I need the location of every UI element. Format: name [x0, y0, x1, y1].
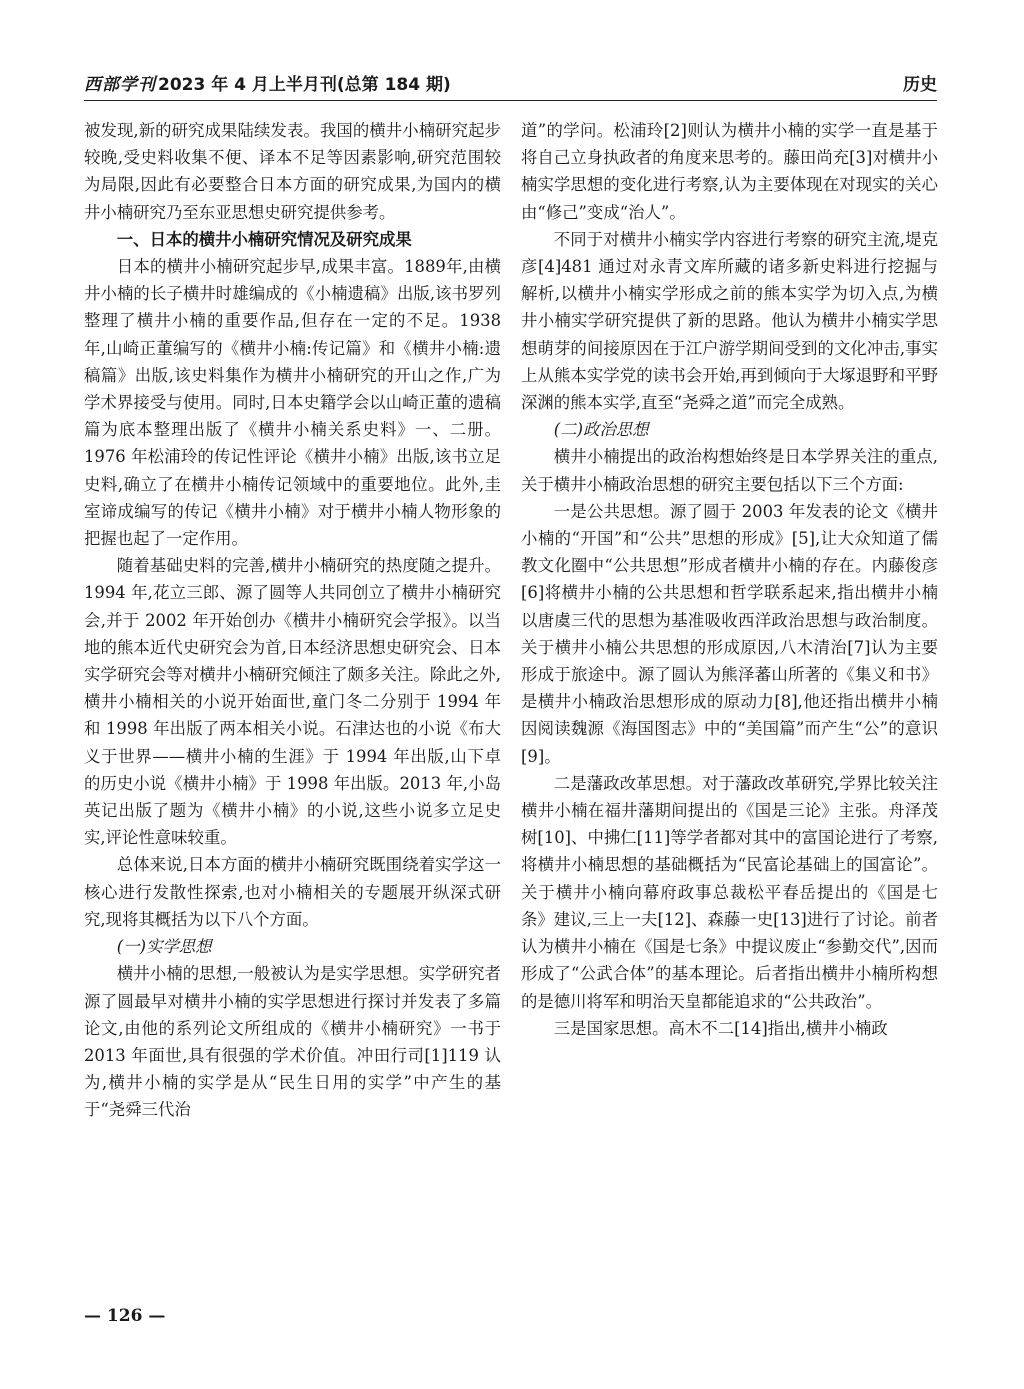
- paragraph: 日本的横井小楠研究起步早,成果丰富。1889年,由横井小楠的长子横井时雄编成的《小楠遗稿》出版,该书罗列整理了横井小楠的重要作品,但存在一定的不足。1938 年,山崎正董编写的《横井小楠:传记篇》和《横井小楠:遗稿篇》出版,该史料集作为横井小楠研究的开山之作,广为学术界接受与使用。同时,日本史籍学会以山崎正董的遗稿篇为底本整理出版了《横井小楠关系史料》一、二册。1976 年松浦玲的传记性评论《横井小楠》出版,该书立足史料,确立了在横井小楠传记领域中的重要地位。此外,圭室谛成编写的传记《横井小楠》对于横井小楠人物形象的把握也起了一定作用。: [84, 257, 501, 549]
- journal-issue-line: [84, 70, 451, 95]
- paragraph: 二是藩政改革思想。对于藩政改革研究,学界比较关注横井小楠在福井藩期间提出的《国是三论》主张。舟泽茂树[10]、中拂仁[11]等学者都对其中的富国论进行了考察,将横井小楠思想的基础概括为“民富论基础上的国富论”。关于横井小楠向幕府政事总裁松平春岳提出的《国是七条》建议,三上一夫[12]、森藤一史[13]进行了讨论。前者认为横井小楠在《国是七条》中提议废止“参勤交代”,因而形成了“公武合体”的基本理论。后者指出横井小楠所构想的是德川将军和明治天皇都能追求的“公共政治”。: [521, 773, 938, 1011]
- left-column: [84, 117, 501, 1124]
- page-header: [84, 70, 937, 101]
- paragraph: 随着基础史料的完善,横井小楠研究的热度随之提升。1994 年,花立三郎、源了圆等人共同创立了横井小楠研究会,并于 2002 年开始创办《横井小楠研究会学报》。以当地的熊本近代史研究会为首,日本经济思想史研究会、日本实学研究会等对横井小楠研究倾注了颇多关注。除此之外,横井小楠相关的小说开始面世,童门冬二分别于 1994 年和 1998 年出版了两本相关小说。石津达也的小说《布大义于世界——横井小楠的生涯》于 1994 年出版,山下卓的历史小说《横井小楠》于 1998 年出版。2013 年,小岛英记出版了题为《横井小楠》的小说,这些小说多立足史实,评论性意味较重。: [84, 556, 501, 848]
- paragraph: 一是公共思想。源了圆于 2003 年发表的论文《横井小楠的“开国”和“公共”思想的形成》[5],让大众知道了儒教文化圈中“公共思想”形成者横井小楠的存在。内藤俊彦[6]将横井小楠的公共思想和哲学联系起来,指出横井小楠以唐虞三代的思想为基准吸收西洋政治思想与政治制度。关于横井小楠公共思想的形成原因,八木清治[7]认为主要形成于旅途中。源了圆认为熊泽蕃山所著的《集义和书》是横井小楠政治思想形成的原动力[8],他还指出横井小楠因阅读魏源《海国图志》中的“美国篇”而产生“公”的意识[9]。: [521, 501, 938, 766]
- paragraph: 不同于对横井小楠实学内容进行考察的研究主流,堤克彦[4]481 通过对永青文库所藏的诸多新史料进行挖掘与解析,以横井小楠实学形成之前的熊本实学为切入点,为横井小楠实学研究提供了新的思路。他认为横井小楠实学思想萌芽的间接原因在于江户游学期间受到的文化冲击,事实上从熊本实学党的读书会开始,再到倾向于大塚退野和平野深渊的熊本实学,直至“尧舜之道”而完全成熟。: [521, 229, 938, 413]
- paragraph: 三是国家思想。高木不二[14]指出,横井小楠政: [553, 1018, 888, 1038]
- paragraph: 总体来说,日本方面的横井小楠研究既围绕着实学这一核心进行发散性探索,也对小楠相关的专题展开纵深式研究,现将其概括为以下八个方面。: [84, 855, 501, 929]
- page-number: — 126 —: [84, 1306, 166, 1326]
- journal-logo: 西部学刊: [84, 75, 156, 95]
- paragraph: 横井小楠的思想,一般被认为是实学思想。实学研究者源了圆最早对横井小楠的实学思想进行探讨并发表了多篇论文,由他的系列论文所组成的《横井小楠研究》一书于 2013 年面世,具有很强的学术价值。冲田行司[1]119 认为,横井小楠的实学是从“民生日用的实学”中产生的基于“尧舜三代治: [84, 964, 501, 1120]
- paragraph: 道”的学问。松浦玲[2]则认为横井小楠的实学一直是基于将自己立身执政者的角度来思考的。藤田尚充[3]对横井小楠实学思想的变化进行考察,认为主要体现在对现实的关心由“修己”变成“治人”。: [521, 121, 938, 222]
- section-label: 历史: [903, 75, 937, 95]
- paragraph: 被发现,新的研究成果陆续发表。我国的横井小楠研究起步较晚,受史料收集不便、译本不足等因素影响,研究范围较为局限,因此有必要整合日本方面的研究成果,为国内的横井小楠研究乃至东亚思想史研究提供参考。: [84, 121, 501, 222]
- issue-info: 2023 年 4 月上半月刊(总第 184 期): [158, 75, 451, 95]
- subsection-heading: (一)实学思想: [116, 937, 212, 957]
- section-heading: 一、日本的横井小楠研究情况及研究成果: [116, 229, 412, 249]
- right-column: [521, 117, 938, 1042]
- paragraph: 横井小楠提出的政治构想始终是日本学界关注的重点,关于横井小楠政治思想的研究主要包括以下三个方面:: [521, 447, 938, 494]
- subsection-heading: (二)政治思想: [553, 420, 649, 440]
